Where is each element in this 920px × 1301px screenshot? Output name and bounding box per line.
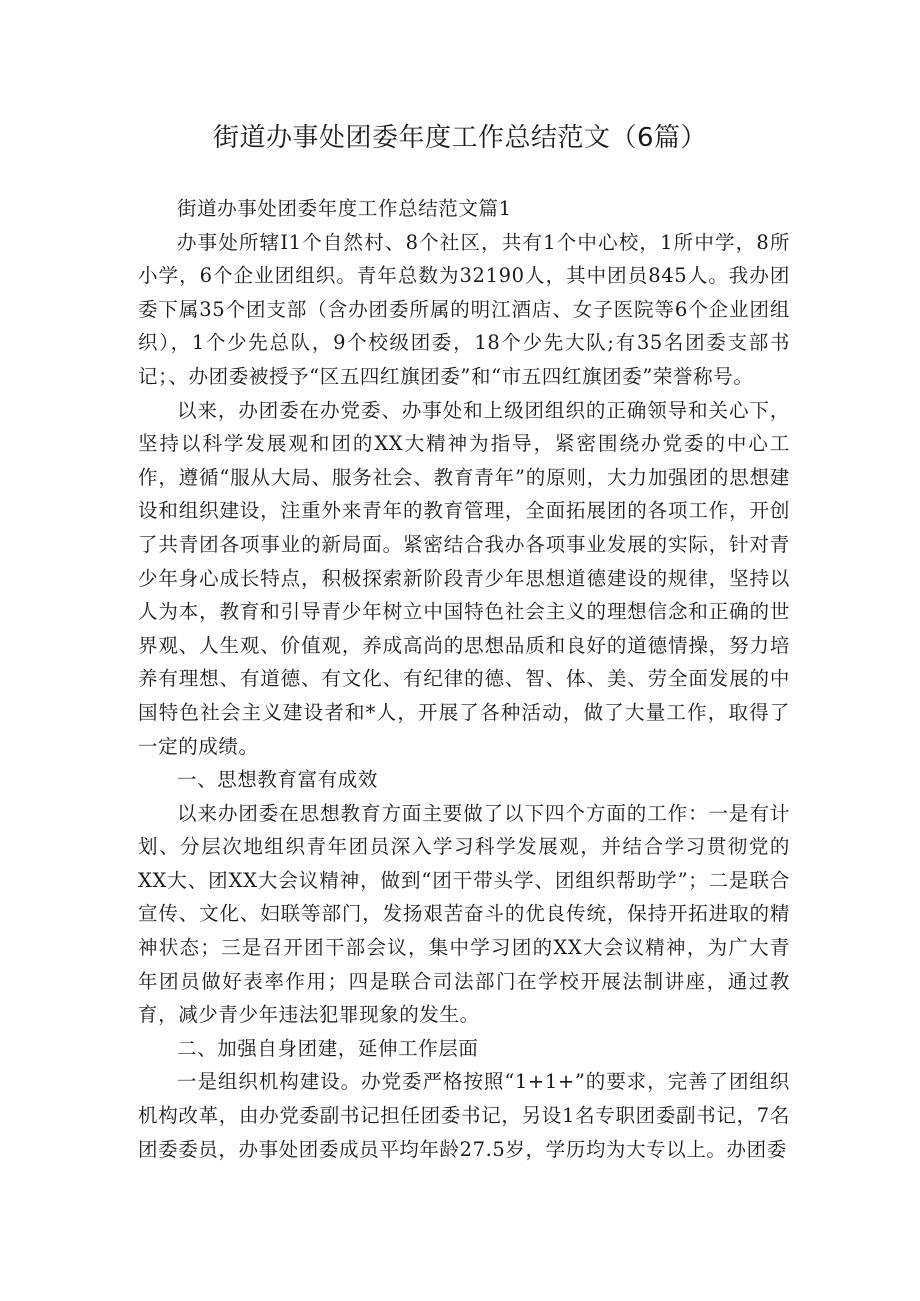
- document-title: 街道办事处团委年度工作总结范文（6篇）: [212, 123, 708, 153]
- document-body: [138, 192, 790, 1166]
- section-heading-article-1: 街道办事处团委年度工作总结范文篇1: [177, 197, 512, 220]
- section-heading-ideological-education: 一、思想教育富有成效: [177, 768, 379, 792]
- paragraph-overview: 办事处所辖I1个自然村、8个社区，共有1个中心校，1所中学，8所小学，6个企业团组织。青年总数为32190人，其中团员845人。我办团委下属35个团支部（含办团委所属的明江酒店、女子医院等6个企业团组织），1个少先总队，9个校级团委，18个少先大队;有35名团委支部书记；、办团委被授予“区五四红旗团委”和“市五四红旗团委”荣誉称号。: [138, 230, 790, 388]
- paragraph-introduction: 以来，办团委在办党委、办事处和上级团组织的正确领导和关心下，坚持以科学发展观和团的XX大精神为指导，紧密围绕办党委的中心工作，遵循“服从大局、服务社会、教育青年”的原则，大力加强团的思想建设和组织建设，注重外来青年的教育管理，全面拓展团的各项工作，开创了共青团各项事业的新局面。紧密结合我办各项事业发展的实际，针对青少年身心成长特点，积极探索新阶段青少年思想道德建设的规律，坚持以人为本，教育和引导青少年树立中国特色社会主义的理想信念和正确的世界观、人生观、价值观，养成高尚的思想品质和良好的道德情操，努力培养有理想、有道德、有文化、有纪律的德、智、体、美、劳全面发展的中国特色社会主义建设者和*人，开展了各种活动，做了大量工作，取得了一定的成绩。: [138, 398, 790, 758]
- section-heading-self-building: 二、加强自身团建，延伸工作层面: [177, 1036, 479, 1060]
- paragraph-ideological-education: 以来办团委在思想教育方面主要做了以下四个方面的工作：一是有计划、分层次地组织青年团员深入学习科学发展观，并结合学习贯彻党的XX大、团XX大会议精神，做到“团干带头学、团组织帮助学”；二是联合宣传、文化、妇联等部门，发扬艰苦奋斗的优良传统，保持开拓进取的精神状态；三是召开团干部会议，集中学习团的XX大会议精神，为广大青年团员做好表率作用；四是联合司法部门在学校开展法制讲座，通过教育，减少青少年违法犯罪现象的发生。: [138, 801, 790, 1027]
- paragraph-organization-building: 一是组织机构建设。办党委严格按照“1+1+”的要求，完善了团组织机构改革，由办党委副书记担任团委书记，另设1名专职团委副书记，7名团委委员，办事处团委成员平均年龄27.5岁，学历均为大专以上。办团委: [138, 1070, 790, 1161]
